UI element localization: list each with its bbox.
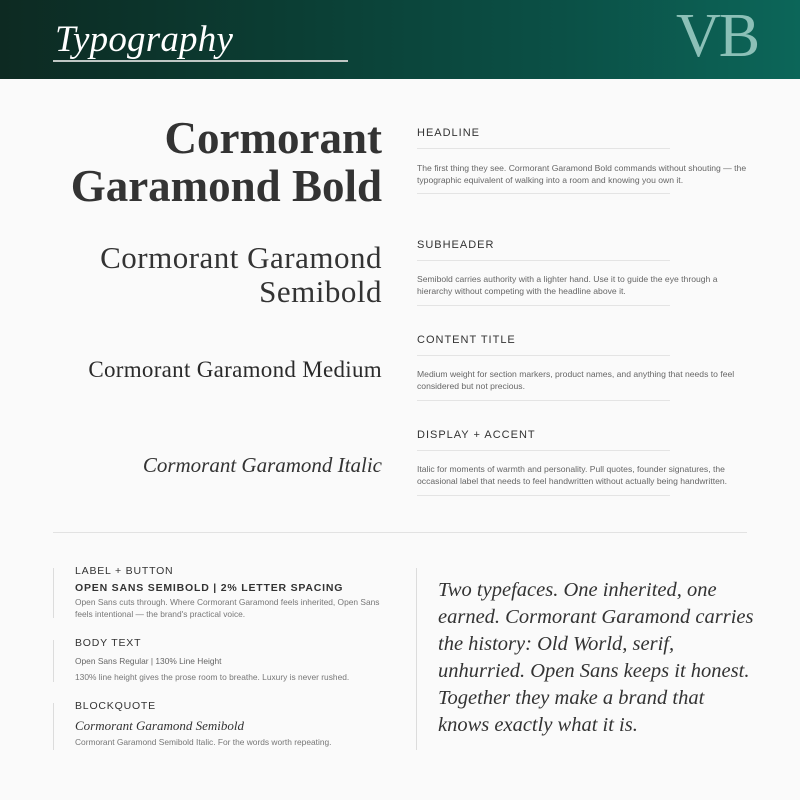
divider [417,260,670,261]
spec-body-text [75,637,395,683]
spec-description: The first thing they see. Cormorant Garamond Bold commands without shouting — the typographic equivalent of walking into a room and knowing you own it. [417,163,747,185]
accent-bar [53,568,54,618]
spec-subtitle: OPEN SANS SEMIBOLD | 2% LETTER SPACING [75,582,344,594]
quote-accent-bar [416,568,417,750]
title-underline [53,60,348,62]
section-divider [53,532,747,533]
divider [417,193,670,194]
spec-subtitle: Open Sans Regular | 130% Line Height [75,656,222,666]
spec-subtitle: Cormorant Garamond Semibold [75,718,245,733]
spec-subheader [417,238,753,306]
spec-description: 130% line height gives the prose room to breathe. Luxury is never rushed. [75,671,350,682]
sample-line: Cormorant Garamond [100,240,382,275]
spec-description: Open Sans cuts through. Where Cormorant Garamond feels inherited, Open Sans feels intentional — the brand's practical voice. [75,597,380,619]
spec-description: Semibold carries authority with a lighter hand. Use it to guide the eye through a hierarchy without competing with the headline above it. [417,274,718,296]
page-title: Typography [55,19,234,60]
spec-blockquote [75,700,395,749]
accent-bar [53,703,54,750]
spec-label: BODY TEXT [75,637,142,649]
spec-description: Cormorant Garamond Semibold Italic. For the words worth repeating. [75,737,332,747]
spec-headline [417,126,753,194]
sample-line: Semibold [259,274,382,309]
spec-label: CONTENT TITLE [417,334,516,346]
spec-label: DISPLAY + ACCENT [417,429,536,441]
spec-label: HEADLINE [417,127,481,139]
pull-quote: Two typefaces. One inherited, one earned. Cormorant Garamond carries the history: Old World, serif, unhurried. Open Sans keeps it honest. Together they make a brand that knows exactly what it is. [438,579,754,736]
divider [417,148,670,149]
sample-headline-bold [71,114,382,210]
spec-display-accent [417,428,753,496]
spec-label: BLOCKQUOTE [75,700,156,712]
brand-monogram-logo: VB [676,2,759,70]
spec-description: Italic for moments of warmth and personality. Pull quotes, founder signatures, the occasional label that needs to feel handwritten without actually being handwritten. [417,464,728,486]
divider [417,305,670,306]
sample-line: Garamond Bold [70,161,382,211]
spec-content-title [417,333,753,401]
spec-label: LABEL + BUTTON [75,565,174,577]
spec-label-button [75,565,395,620]
divider [417,355,670,356]
spec-label: SUBHEADER [417,239,495,251]
spec-description: Medium weight for section markers, product names, and anything that needs to feel considered but not precious. [417,369,735,391]
sample-content-title-medium: Cormorant Garamond Medium [88,357,382,382]
accent-bar [53,640,54,682]
divider [417,450,670,451]
header-banner [0,0,800,79]
sample-display-italic: Cormorant Garamond Italic [142,453,382,477]
sample-line: Cormorant [164,113,382,163]
sample-subheader-semibold [100,241,382,309]
divider [417,495,670,496]
divider [417,400,670,401]
